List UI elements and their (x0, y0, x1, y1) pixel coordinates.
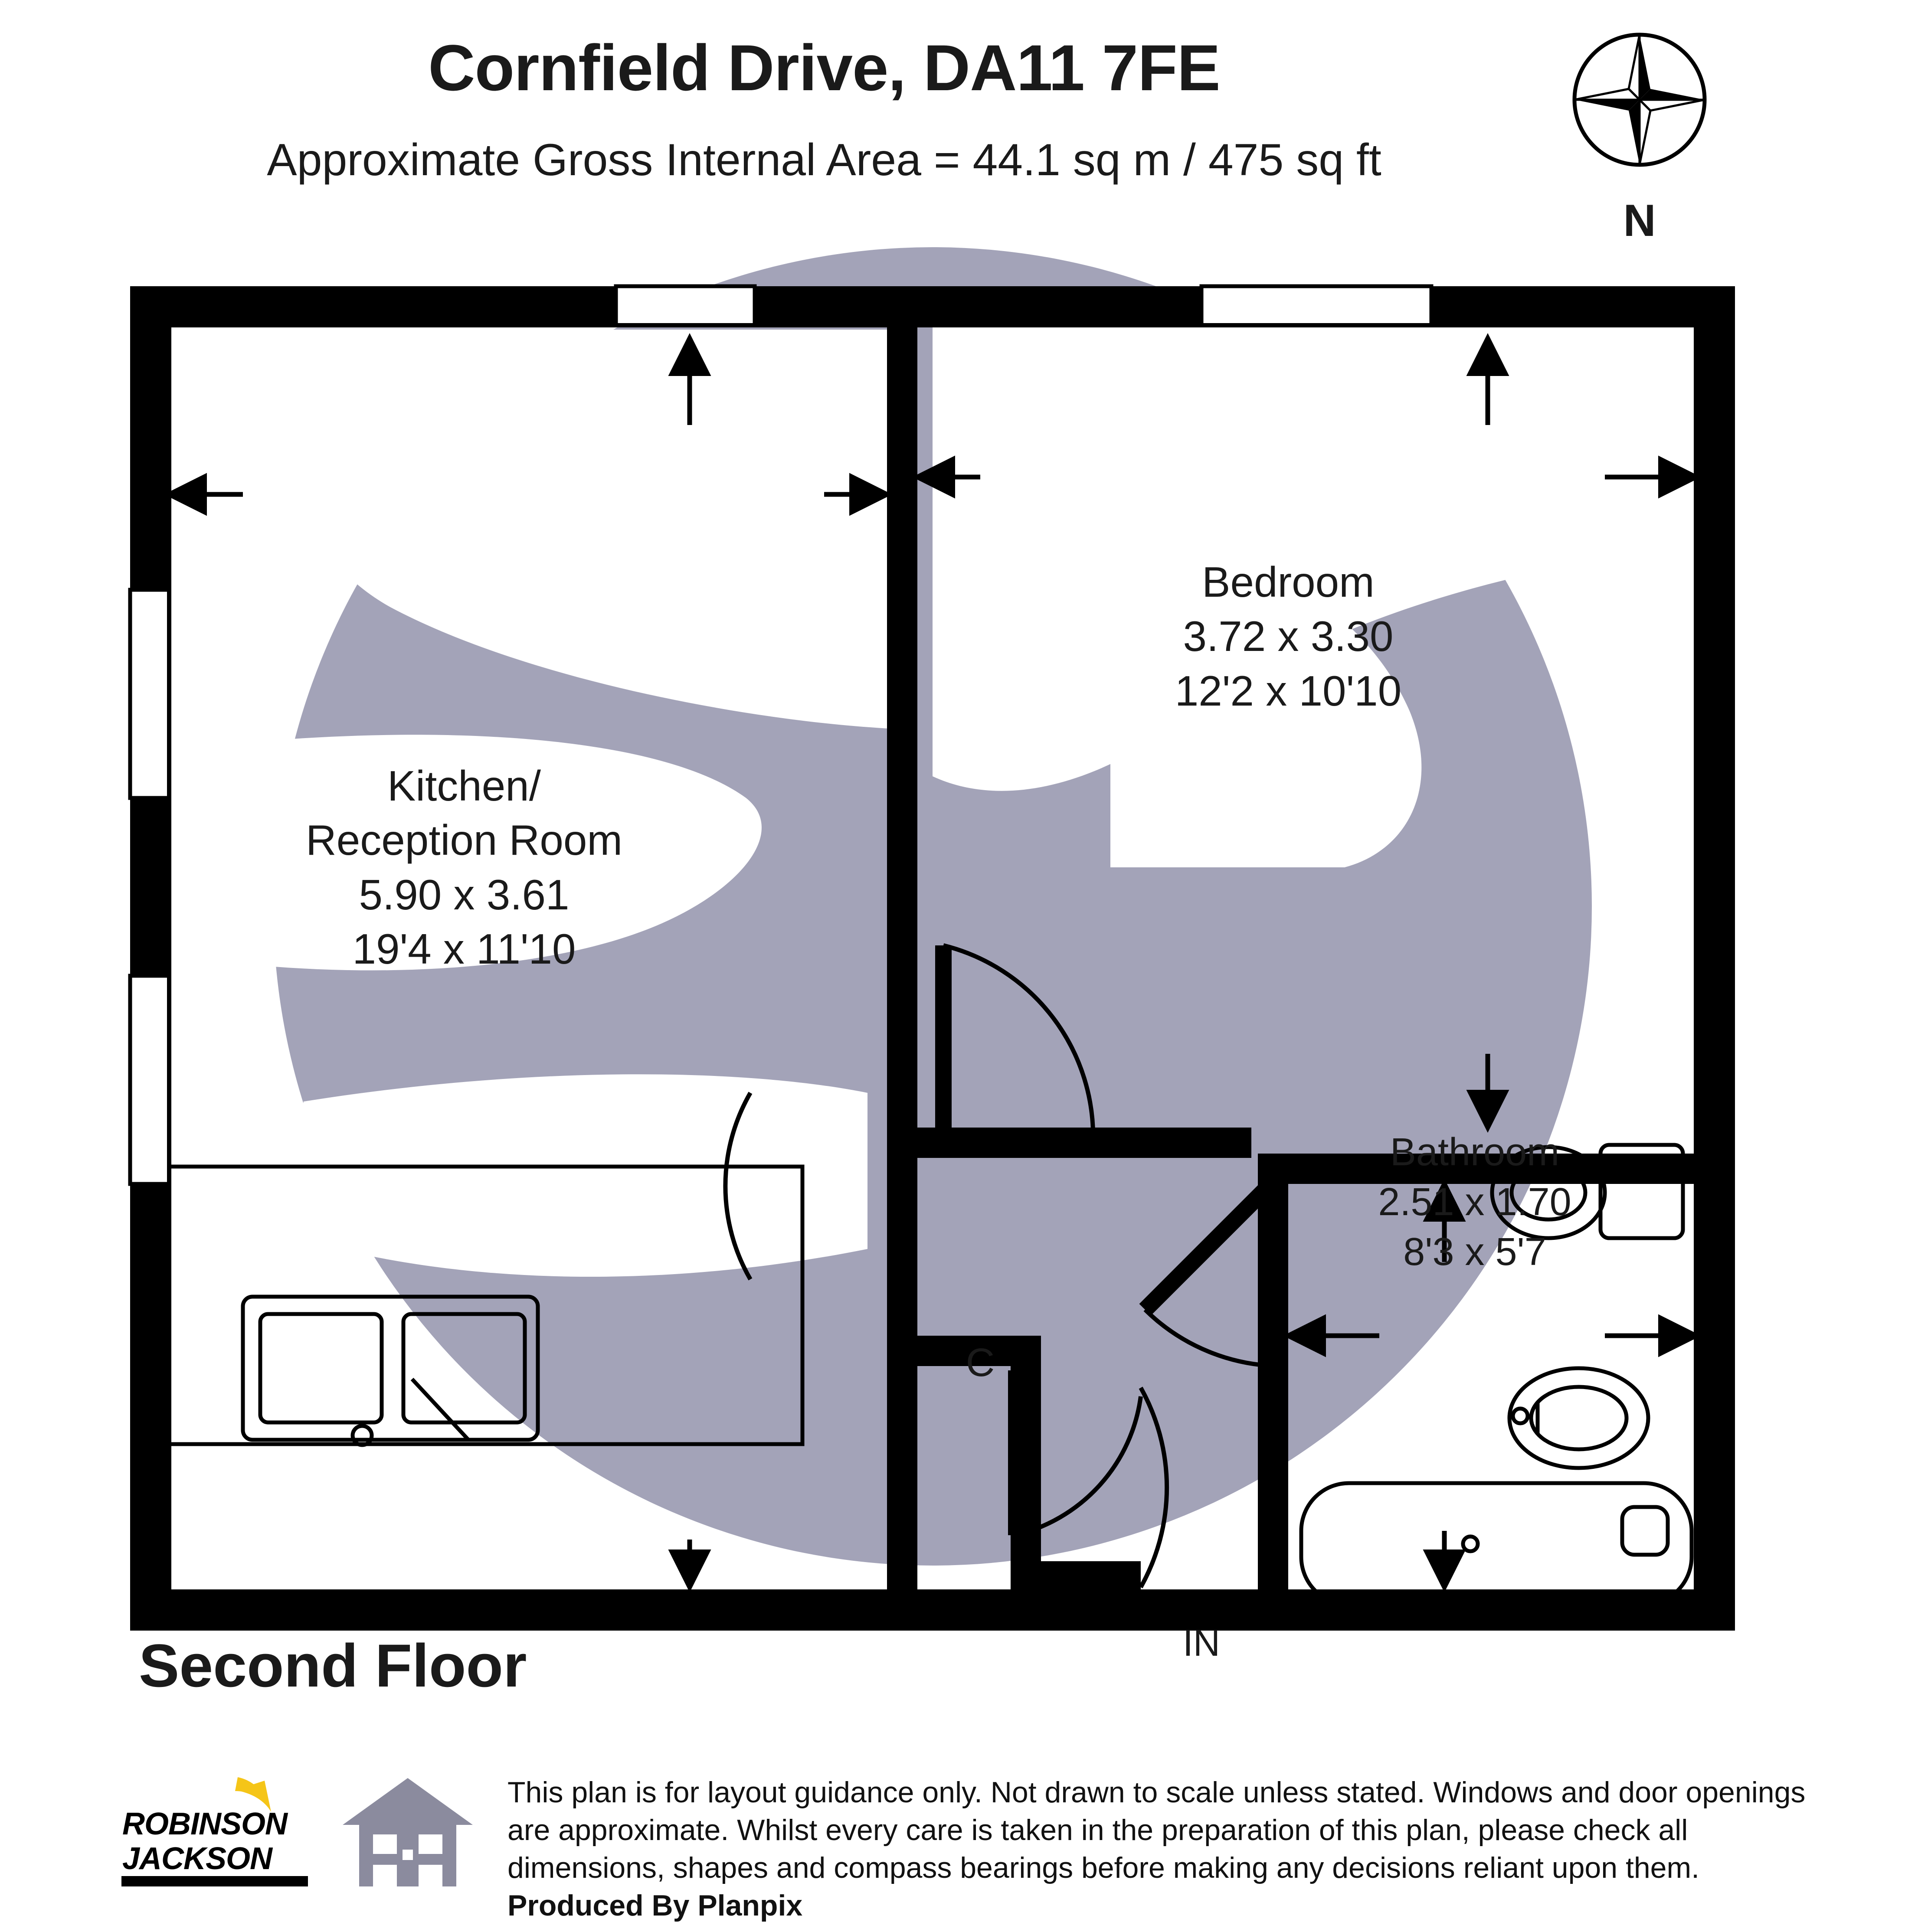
disclaimer-text: This plan is for layout guidance only. Not drawn to scale unless stated. Windows and door openings are approximate. Whilst every care is taken in the preparation of this plan, please check all dimensions, shapes and compass bearings before making any decisions reliant upon them. (507, 1776, 1806, 1885)
area-subtitle: Approximate Gross Internal Area = 44.1 sq m / 475 sq ft (267, 135, 1381, 185)
room-dim-kitchen-imperial: 19'4 x 11'10 (352, 925, 576, 973)
room-dim-bedroom-imperial: 12'2 x 10'10 (1175, 667, 1402, 715)
page-title: Cornfield Drive, DA11 7FE (428, 31, 1220, 104)
room-name-bedroom: Bedroom (1202, 558, 1375, 606)
room-dim-bathroom-imperial: 8'3 x 5'7 (1403, 1230, 1546, 1274)
producer-credit: Produced By Planpix (507, 1889, 803, 1922)
house-icon (343, 1778, 473, 1886)
floor-caption: Second Floor (139, 1631, 527, 1700)
room-name-kitchen-line2: Reception Room (306, 816, 622, 864)
room-label-kitchen (226, 759, 703, 977)
entrance-marker-label: IN (1183, 1622, 1220, 1664)
plan-header (0, 0, 1905, 260)
room-label-bedroom (1050, 555, 1527, 718)
room-dim-kitchen-metric: 5.90 x 3.61 (359, 870, 570, 919)
room-dim-bathroom-metric: 2.51 x 1.70 (1378, 1180, 1571, 1224)
compass-north-label: N (1623, 196, 1656, 246)
brand-name-line2: JACKSON (122, 1841, 272, 1876)
plan-footer (0, 1765, 1905, 1932)
room-label-bathroom (1280, 1128, 1670, 1278)
brand-name-line1: ROBINSON (122, 1807, 288, 1841)
room-name-bathroom: Bathroom (1390, 1131, 1560, 1174)
cupboard-marker-label: C (966, 1340, 995, 1385)
room-name-kitchen-line1: Kitchen/ (387, 762, 541, 810)
room-dim-bedroom-metric: 3.72 x 3.30 (1183, 612, 1394, 660)
